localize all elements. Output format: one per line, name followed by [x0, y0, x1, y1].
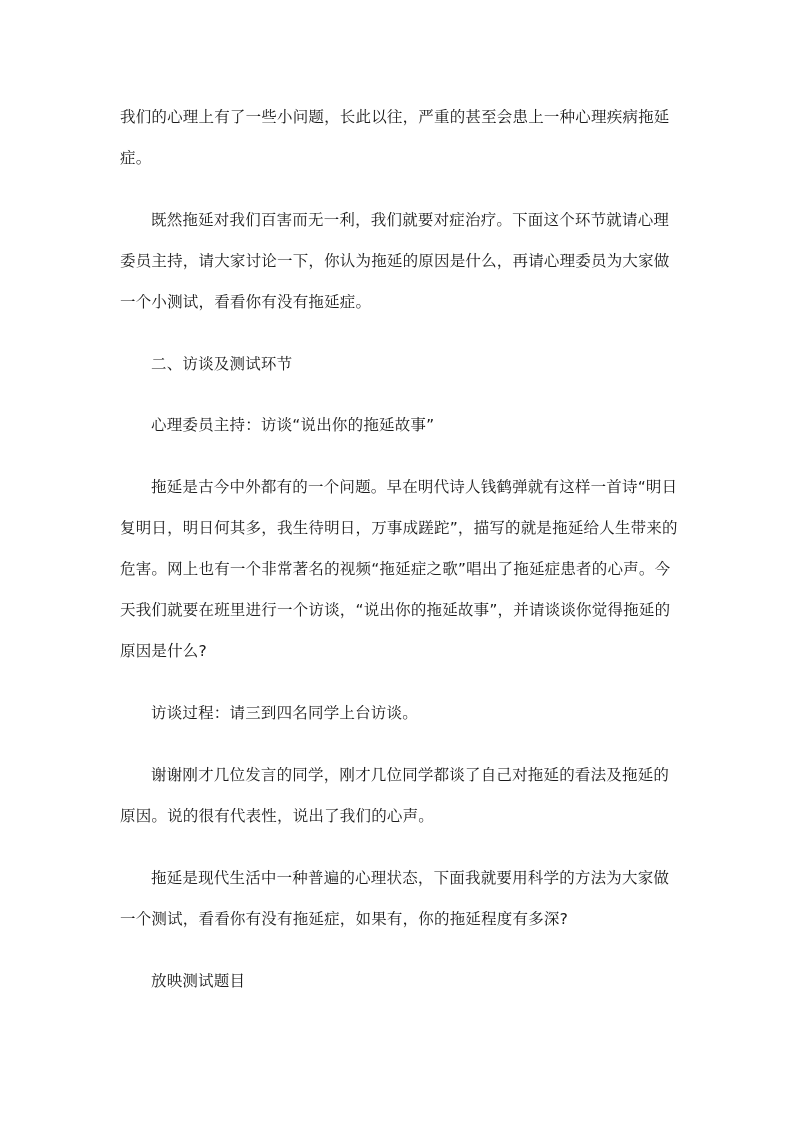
paragraph-intro-continuation: 我们的心理上有了一些小问题，长此以往，严重的甚至会患上一种心理疾病拖延症。	[120, 108, 670, 167]
paragraph-test-intro: 拖延是现代生活中一种普遍的心理状态，下面我就要用科学的方法为大家做一个测试，看看你有没有拖延症，如果有，你的拖延程度有多深?	[120, 869, 670, 928]
paragraph-thanks: 谢谢刚才几位发言的同学，刚才几位同学都谈了自己对拖延的看法及拖延的原因。说的很有代表性，说出了我们的心声。	[120, 766, 670, 825]
paragraph-show-test: 放映测试题目	[151, 972, 246, 990]
paragraph-treatment: 既然拖延对我们百害而无一利，我们就要对症治疗。下面这个环节就请心理委员主持，请大家讨论一下，你认为拖延的原因是什么，再请心理委员为大家做一个小测试，看看你有没有拖延症。	[120, 211, 670, 311]
paragraph-interview-process: 访谈过程：请三到四名同学上台访谈。	[151, 704, 418, 722]
paragraph-procrastination-history: 拖延是古今中外都有的一个问题。早在明代诗人钱鹤弹就有这样一首诗“明日复明日，明日何其多，我生待明日，万事成蹉跎”，描写的就是拖延给人生带来的危害。网上也有一个非常著名的视频“拖延症之歌”唱出了拖延症患者的心声。今天我们就要在班里进行一个访谈，“说出你的拖延故事”，并请谈谈你觉得拖延的原因是什么?	[120, 478, 678, 660]
section-heading-interview: 二、访谈及测试环节	[151, 355, 293, 373]
paragraph-host-intro: 心理委员主持：访谈“说出你的拖延故事”	[151, 416, 435, 434]
